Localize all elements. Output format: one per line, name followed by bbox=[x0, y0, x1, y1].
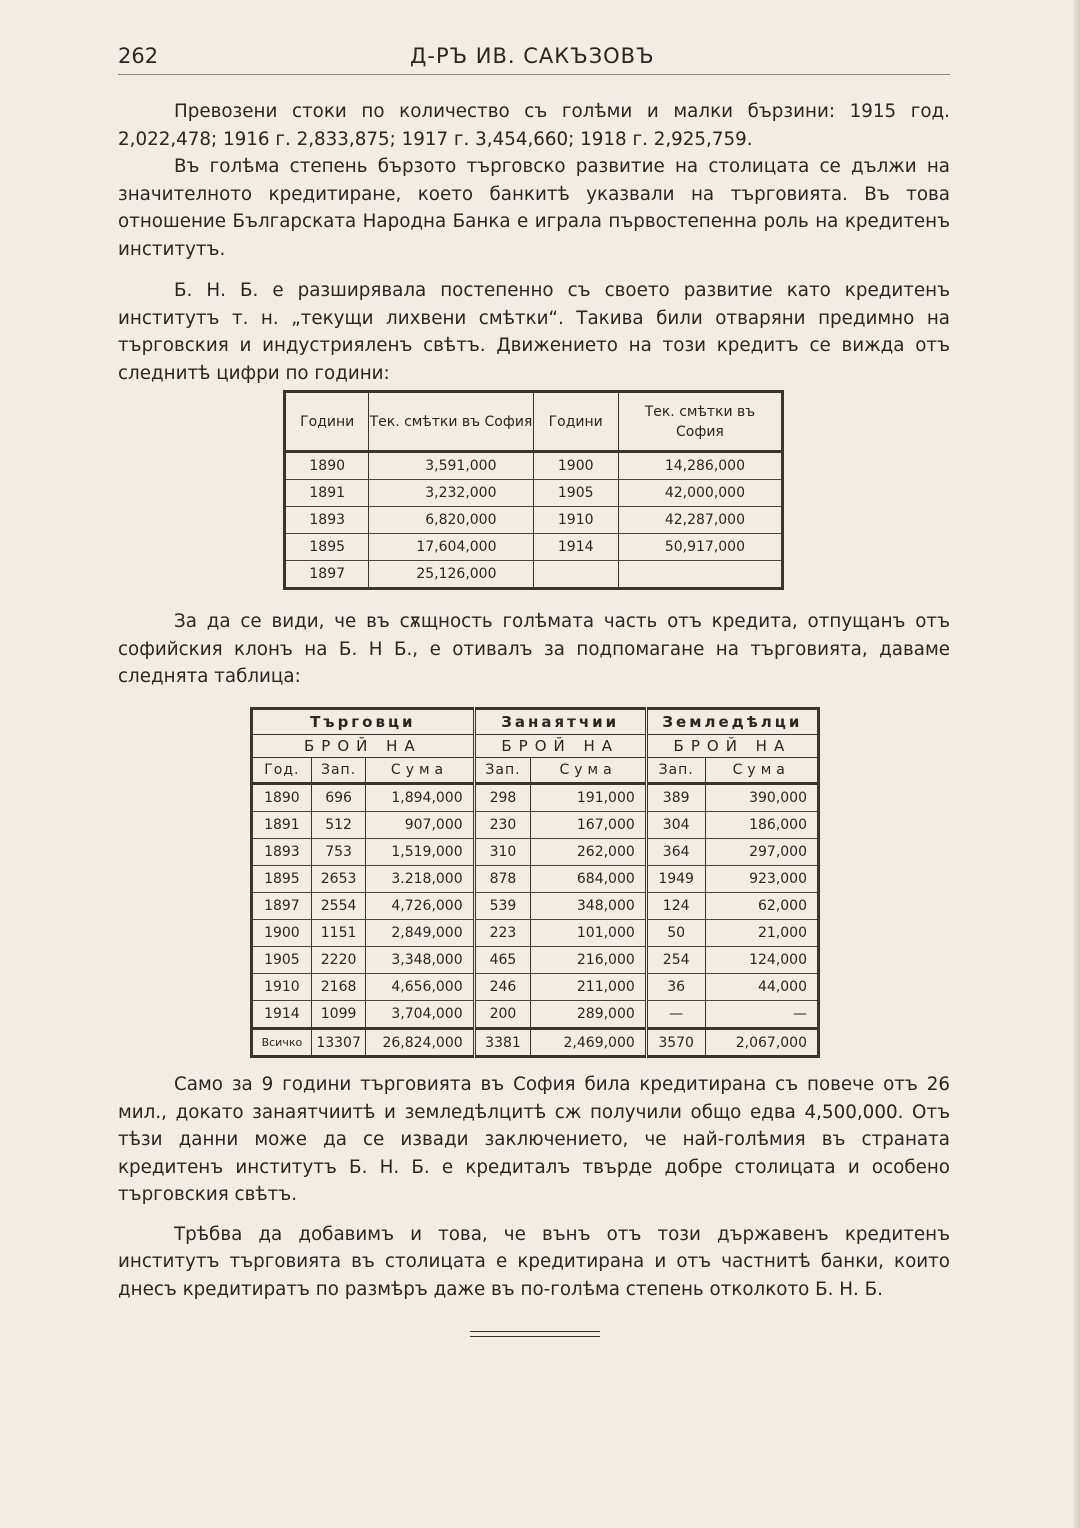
table-row bbox=[252, 839, 819, 866]
table-cell: 2220 bbox=[311, 947, 366, 974]
current-accounts-table bbox=[283, 390, 784, 590]
group-header-craftsmen: Занаятчии bbox=[474, 709, 646, 735]
text-block-bottom bbox=[118, 1071, 950, 1303]
table-row bbox=[252, 920, 819, 947]
table-cell: 539 bbox=[474, 893, 531, 920]
table-cell: 17,604,000 bbox=[369, 534, 533, 561]
table-cell: 223 bbox=[474, 920, 531, 947]
table-cell: 167,000 bbox=[531, 812, 646, 839]
table-cell: 2,469,000 bbox=[531, 1029, 646, 1057]
table-cell: 2168 bbox=[311, 974, 366, 1001]
table-cell: 42,000,000 bbox=[618, 480, 782, 507]
table-cell: 13307 bbox=[311, 1029, 366, 1057]
table-cell: 101,000 bbox=[531, 920, 646, 947]
table-body bbox=[252, 784, 819, 1057]
column-header: Тек. смѣтки въ София bbox=[369, 392, 533, 452]
table-cell: 684,000 bbox=[531, 866, 646, 893]
text-block-top bbox=[118, 98, 950, 387]
table-cell: 230 bbox=[474, 812, 531, 839]
table-row bbox=[285, 480, 783, 507]
table-cell: 364 bbox=[646, 839, 705, 866]
running-head: Д-РЪ ИВ. САКЪЗОВЪ bbox=[410, 44, 655, 68]
footer-rule bbox=[470, 1336, 600, 1337]
table-cell: 25,126,000 bbox=[369, 561, 533, 589]
table-row bbox=[252, 974, 819, 1001]
table-cell: 262,000 bbox=[531, 839, 646, 866]
table-row bbox=[252, 1001, 819, 1029]
table-row bbox=[252, 784, 819, 812]
table-cell: 310 bbox=[474, 839, 531, 866]
table-cell: 50 bbox=[646, 920, 705, 947]
table-cell: 297,000 bbox=[705, 839, 818, 866]
table-cell: 1,519,000 bbox=[366, 839, 474, 866]
table-cell: 1900 bbox=[252, 920, 312, 947]
table-cell: 6,820,000 bbox=[369, 507, 533, 534]
table-cell: 289,000 bbox=[531, 1001, 646, 1029]
table-row bbox=[285, 534, 783, 561]
table-cell: 1893 bbox=[285, 507, 369, 534]
table-cell: 124,000 bbox=[705, 947, 818, 974]
column-header: Сума bbox=[531, 758, 646, 784]
table-cell: 1949 bbox=[646, 866, 705, 893]
total-row bbox=[252, 1029, 819, 1057]
table-cell: 246 bbox=[474, 974, 531, 1001]
page-number: 262 bbox=[118, 44, 159, 68]
table-cell: 348,000 bbox=[531, 893, 646, 920]
table-cell: 1891 bbox=[252, 812, 312, 839]
paragraph-summary: Само за 9 години търговията въ София била кредитирана съ повече отъ 26 мил., докато занаятчиитѣ и земледѣлцитѣ сж получили общо едва 4,500,000. Отъ тѣзи данни може да се извади заключението, че най-голѣмия въ страната кредитенъ институтъ Б. Н. Б. е кредиталъ твърде добре столицата и особено търговския свѣтъ. bbox=[118, 1074, 950, 1205]
table-cell: 42,287,000 bbox=[618, 507, 782, 534]
column-header: Зап. bbox=[311, 758, 366, 784]
table-cell: — bbox=[646, 1001, 705, 1029]
paragraph-bnb: Б. Н. Б. е разширявала постепенно съ своето развитие като кредитенъ институтъ т. н. „текущи лихвени смѣтки“. Такива били отваряни предимно на търговския и индустрияленъ свѣтъ. Движението на този кредитъ се вижда отъ следнитѣ цифри по години: bbox=[118, 280, 950, 384]
table-cell: 200 bbox=[474, 1001, 531, 1029]
table-cell: 1914 bbox=[533, 534, 618, 561]
table-cell: 1099 bbox=[311, 1001, 366, 1029]
paragraph-credit: Въ голѣма степень бързото търговско развитие на столицата се дължи на значителното кредитиране, което банкитѣ указвали на търговията. Въ това отношение Българската Народна Банка е играла първостепенна роль на кредитенъ институтъ. bbox=[118, 156, 950, 260]
table-cell: 3.218,000 bbox=[366, 866, 474, 893]
table-cell: 1897 bbox=[285, 561, 369, 589]
table-cell: 2,849,000 bbox=[366, 920, 474, 947]
paragraph-table-intro: За да се види, че въ сѫщность голѣмата часть отъ кредита, отпущанъ отъ софийския клонъ на Б. Н Б., е отивалъ за подпомагане на търговията, даваме следнята таблица: bbox=[118, 611, 950, 687]
column-header: Год. bbox=[252, 758, 312, 784]
table-cell: 14,286,000 bbox=[618, 452, 782, 480]
table-cell: 1905 bbox=[533, 480, 618, 507]
table-cell: 21,000 bbox=[705, 920, 818, 947]
subheader-count: БРОЙ НА bbox=[646, 735, 818, 758]
table-row bbox=[285, 507, 783, 534]
table-cell: 1910 bbox=[252, 974, 312, 1001]
column-header-row bbox=[252, 758, 819, 784]
table-cell: 191,000 bbox=[531, 784, 646, 812]
table-cell: 465 bbox=[474, 947, 531, 974]
table-cell: 1895 bbox=[252, 866, 312, 893]
table-row bbox=[252, 893, 819, 920]
table-cell: 389 bbox=[646, 784, 705, 812]
page-edge bbox=[1074, 0, 1080, 1528]
table-cell: 696 bbox=[311, 784, 366, 812]
group-header-traders: Търговци bbox=[252, 709, 475, 735]
group-header-row bbox=[252, 709, 819, 735]
table-cell: 304 bbox=[646, 812, 705, 839]
table-cell: 3,348,000 bbox=[366, 947, 474, 974]
table-cell: 4,656,000 bbox=[366, 974, 474, 1001]
table-cell: 1,894,000 bbox=[366, 784, 474, 812]
table-cell: 1914 bbox=[252, 1001, 312, 1029]
table-cell: 1900 bbox=[533, 452, 618, 480]
table-cell: 124 bbox=[646, 893, 705, 920]
column-header: Сума bbox=[366, 758, 474, 784]
table-row bbox=[252, 866, 819, 893]
table-cell: 62,000 bbox=[705, 893, 818, 920]
table-cell: 2,067,000 bbox=[705, 1029, 818, 1057]
table-row bbox=[285, 561, 783, 589]
table-cell: 1905 bbox=[252, 947, 312, 974]
table-cell: 50,917,000 bbox=[618, 534, 782, 561]
column-header: Години bbox=[285, 392, 369, 452]
table-header-row bbox=[285, 392, 783, 452]
subheader-count: БРОЙ НА bbox=[474, 735, 646, 758]
table-cell: 753 bbox=[311, 839, 366, 866]
subheader-row bbox=[252, 735, 819, 758]
table-cell: 44,000 bbox=[705, 974, 818, 1001]
table-cell: 216,000 bbox=[531, 947, 646, 974]
group-header-farmers: Земледѣлци bbox=[646, 709, 818, 735]
column-header: Зап. bbox=[646, 758, 705, 784]
table-cell: 512 bbox=[311, 812, 366, 839]
column-header: Сума bbox=[705, 758, 818, 784]
column-header: Години bbox=[533, 392, 618, 452]
table-cell: 211,000 bbox=[531, 974, 646, 1001]
table-cell: 3,591,000 bbox=[369, 452, 533, 480]
column-header: Зап. bbox=[474, 758, 531, 784]
table-row bbox=[285, 452, 783, 480]
table-cell: 1897 bbox=[252, 893, 312, 920]
table-cell: 254 bbox=[646, 947, 705, 974]
table-cell: 1910 bbox=[533, 507, 618, 534]
table-row bbox=[252, 947, 819, 974]
credit-by-sector-table bbox=[250, 707, 820, 1058]
table-cell: 923,000 bbox=[705, 866, 818, 893]
table-cell: 1151 bbox=[311, 920, 366, 947]
table-cell: 1890 bbox=[252, 784, 312, 812]
table-cell: 36 bbox=[646, 974, 705, 1001]
table-cell: 186,000 bbox=[705, 812, 818, 839]
page-header bbox=[118, 44, 950, 75]
table-cell: 3381 bbox=[474, 1029, 531, 1057]
table-cell: 1895 bbox=[285, 534, 369, 561]
table-cell: 3570 bbox=[646, 1029, 705, 1057]
table-cell: 2554 bbox=[311, 893, 366, 920]
paragraph-private-banks: Трѣбва да добавимъ и това, че вънъ отъ този държавенъ кредитенъ институтъ търговията въ столицата е кредитирана и отъ частнитѣ банки, които днесъ кредитиратъ по размѣръ даже въ по-голѣма степень отколкото Б. Н. Б. bbox=[118, 1223, 950, 1300]
table-row bbox=[252, 812, 819, 839]
table-cell: 2653 bbox=[311, 866, 366, 893]
table-cell: 878 bbox=[474, 866, 531, 893]
table-cell: 907,000 bbox=[366, 812, 474, 839]
table-cell: 1891 bbox=[285, 480, 369, 507]
table-cell: 1893 bbox=[252, 839, 312, 866]
table-cell: 298 bbox=[474, 784, 531, 812]
table-cell: 1890 bbox=[285, 452, 369, 480]
column-header: Тек. смѣтки въ София bbox=[618, 392, 782, 452]
table-cell bbox=[618, 561, 782, 589]
table-cell: — bbox=[705, 1001, 818, 1029]
table-cell: 3,232,000 bbox=[369, 480, 533, 507]
paragraph-freight: Превозени стоки по количество съ голѣми и малки бързини: 1915 год. 2,022,478; 1916 г. 2,833,875; 1917 г. 3,454,660; 1918 г. 2,925,759. bbox=[118, 101, 950, 150]
footer-rule bbox=[470, 1331, 600, 1332]
table-cell: 26,824,000 bbox=[366, 1029, 474, 1057]
table-cell: 3,704,000 bbox=[366, 1001, 474, 1029]
text-block-middle bbox=[118, 608, 950, 691]
subheader-count: БРОЙ НА bbox=[252, 735, 475, 758]
table-cell bbox=[533, 561, 618, 589]
table-cell: 4,726,000 bbox=[366, 893, 474, 920]
table-cell: Всичко bbox=[252, 1029, 312, 1057]
table-cell: 390,000 bbox=[705, 784, 818, 812]
